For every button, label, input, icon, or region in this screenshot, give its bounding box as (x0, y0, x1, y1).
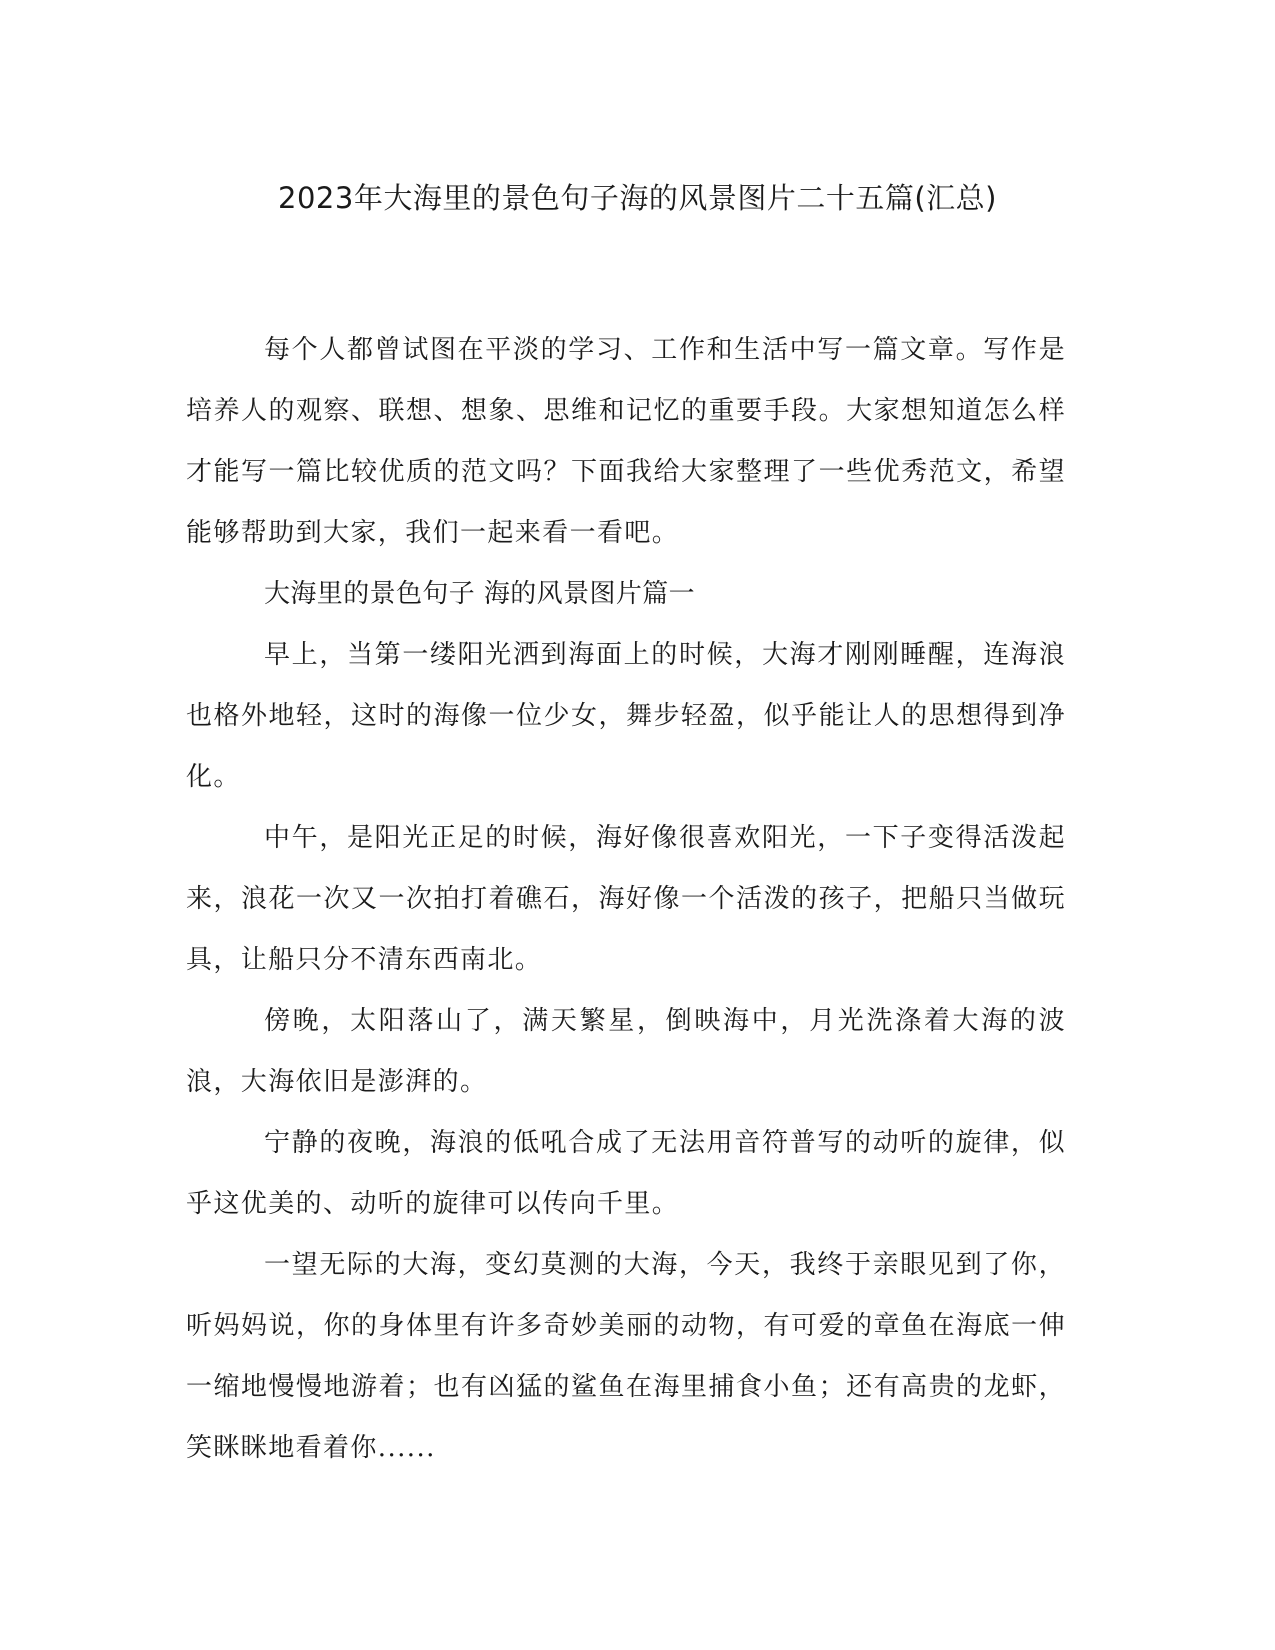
paragraph-sea: 一望无际的大海，变幻莫测的大海，今天，我终于亲眼见到了你，听妈妈说，你的身体里有许多奇妙美丽的动物，有可爱的章鱼在海底一伸一缩地慢慢地游着；也有凶猛的鲨鱼在海里捕食小鱼；还有高贵的龙虾，笑眯眯地看着你...... (186, 1250, 1066, 1463)
paragraph-evening: 傍晚，太阳落山了，满天繁星，倒映海中，月光洗涤着大海的波浪，大海依旧是澎湃的。 (186, 1006, 1066, 1097)
document-title: 2023年大海里的景色句子海的风景图片二十五篇(汇总) (278, 181, 997, 215)
paragraph-night: 宁静的夜晚，海浪的低吼合成了无法用音符普写的动听的旋律，似乎这优美的、动听的旋律可以传向千里。 (186, 1128, 1066, 1219)
paragraph-morning: 早上，当第一缕阳光洒到海面上的时候，大海才刚刚睡醒，连海浪也格外地轻，这时的海像一位少女，舞步轻盈，似乎能让人的思想得到净化。 (186, 640, 1066, 792)
paragraph-noon: 中午，是阳光正足的时候，海好像很喜欢阳光，一下子变得活泼起来，浪花一次又一次拍打着礁石，海好像一个活泼的孩子，把船只当做玩具，让船只分不清东西南北。 (186, 823, 1066, 975)
document-body (186, 320, 1066, 1479)
paragraph-intro: 每个人都曾试图在平淡的学习、工作和生活中写一篇文章。写作是培养人的观察、联想、想象、思维和记忆的重要手段。大家想知道怎么样才能写一篇比较优质的范文吗？下面我给大家整理了一些优秀范文，希望能够帮助到大家，我们一起来看一看吧。 (186, 335, 1066, 548)
section-heading: 大海里的景色句子 海的风景图片篇一 (264, 579, 696, 609)
